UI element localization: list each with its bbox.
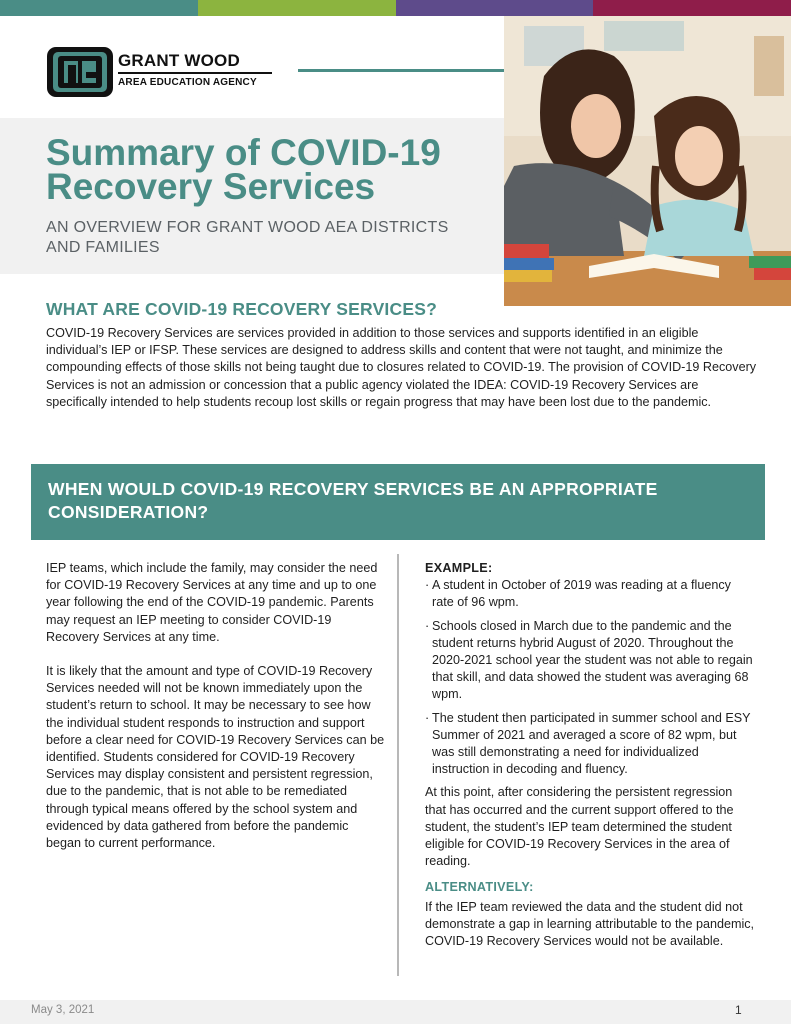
paragraph: IEP teams, which include the family, may consider the need for COVID-19 Recovery Services at any time and up to one year following the end of the COVID-19 pandemic. Parents may request an IEP meeting to consider COVID-19 Recovery Services at any time. (46, 561, 378, 644)
list-item: · The student then participated in summer school and ESY Summer of 2021 and averaged a score of 82 wpm, but was still demonstrating a need for individualized instruction in decoding and fluency. (425, 710, 755, 779)
column-divider (397, 554, 399, 976)
gwaea-logo-icon (46, 46, 114, 98)
alternatively-body: If the IEP team reviewed the data and the student did not demonstrate a gap in learning attributable to the pandemic, COVID-19 Recovery Services would not be available. (425, 899, 755, 949)
section-banner-when (31, 464, 765, 540)
footer-date: May 3, 2021 (31, 1004, 95, 1016)
org-logo (46, 46, 272, 98)
logo-divider (118, 72, 272, 74)
document-subtitle: AN OVERVIEW FOR GRANT WOOD AEA DISTRICTS AND FAMILIES (46, 219, 449, 256)
page-number: 1 (735, 1003, 742, 1017)
footer-bar (0, 1000, 791, 1024)
header-accent-line (298, 69, 504, 72)
section-heading-what: WHAT ARE COVID-19 RECOVERY SERVICES? (46, 299, 437, 319)
list-item: · A student in October of 2019 was reading at a fluency rate of 96 wpm. (425, 577, 755, 611)
topbar-segment-green (198, 0, 396, 16)
header-photo (504, 16, 791, 306)
example-heading: EXAMPLE: (425, 561, 493, 575)
left-column (46, 560, 386, 869)
section-body-what: COVID-19 Recovery Services are services provided in addition to those services and supports identified in an eligible individual’s IEP or IFSP. These services are designed to address skills and content that were not taught, and minimize the compounding effects of those skills not being taught due to closures related to COVID-19. The provision of COVID-19 Recovery Services is not an admission or concession that a public agency violated the IDEA: COVID-19 Recovery Services are specifically intended to help students recoup lost skills or regain progress that may have been lost due to the pandemic. (46, 326, 757, 409)
right-column (425, 560, 755, 950)
org-name: GRANT WOOD (118, 51, 240, 70)
top-color-bar (0, 0, 791, 16)
list-item: · Schools closed in March due to the pandemic and the student returns hybrid August of 2020. Throughout the 2020-2021 school year the student was not able to regain that skill, and data showed the student was averaging 68 wpm. (425, 618, 755, 704)
topbar-segment-teal (0, 0, 198, 16)
section-heading-when: WHEN WOULD COVID-19 RECOVERY SERVICES BE AN APPROPRIATE CONSIDERATION? (48, 479, 658, 522)
alternatively-heading: ALTERNATIVELY: (425, 880, 534, 895)
topbar-segment-maroon (593, 0, 791, 16)
paragraph: It is likely that the amount and type of COVID-19 Recovery Services needed will not be known immediately upon the student’s return to school. It may be necessary to see how the individual student responds to instruction and support before a clear need for COVID-19 Recovery Services can be identified. Students considered for COVID-19 Recovery Services may display consistent and persistent regression, due to the pandemic, that is not able to be remediated through typical means offered by the school system and evidenced by data gathered from before the pandemic began to current performance. (46, 664, 385, 851)
org-subname: AREA EDUCATION AGENCY (118, 77, 257, 88)
document-title: Summary of COVID-19 Recovery Services (46, 132, 441, 207)
example-list (425, 577, 755, 778)
example-conclusion: At this point, after considering the persistent regression that has occurred and the current support offered to the student, the student’s IEP team determined the student eligible for COVID-19 Recovery Services in the area of reading. (425, 785, 734, 869)
teacher-student-reading-image (504, 16, 791, 306)
topbar-segment-purple (396, 0, 594, 16)
